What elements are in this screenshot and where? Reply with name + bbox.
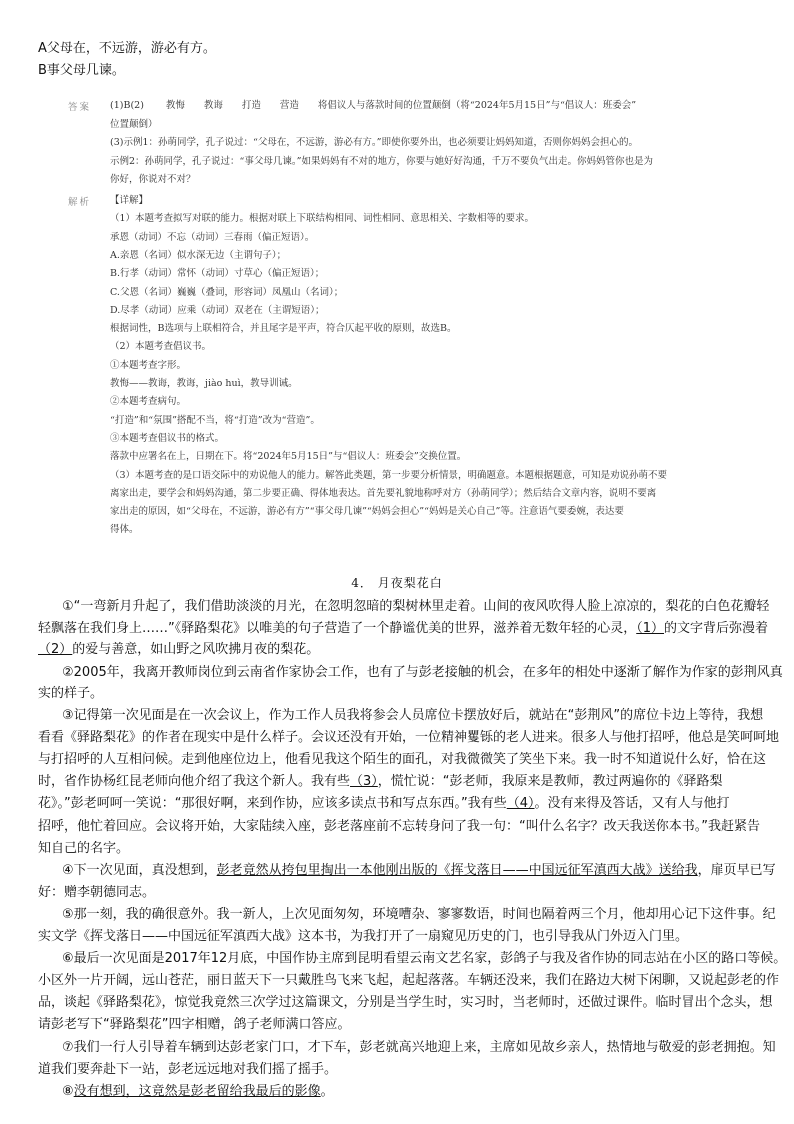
text-segment: 轻飘落在我们身上……”《驿路梨花》以唯美的句子营造了一个静谧优美的世界，滋养着无数年轻的心灵， xyxy=(38,621,637,636)
analysis-line: ③本题考查倡议书的格式。 xyxy=(110,432,225,444)
text-segment: 实文学《挥戈落日——中国远征军滇西大战》这本书，为我打开了一扇窥见历史的门，也引导我从门外迈入门里。 xyxy=(38,929,689,944)
analysis-line: （1）本题考查拟写对联的能力。根据对联上下联结构相同、词性相同、意思相关、字数相等的要求。 xyxy=(110,213,535,225)
article-line xyxy=(38,773,723,791)
underlined-text: （4） xyxy=(506,796,535,811)
text-segment: 花》。”彭老呵呵一笑说：“那很好啊，来到作协，应该多读点书和写点东西。”我有些 xyxy=(38,796,507,811)
article-line xyxy=(62,664,783,682)
analysis-line: B.行孝（动词）常怀（动词）寸草心（偏正短语）； xyxy=(110,268,325,280)
article-line xyxy=(38,685,103,703)
option-a: A父母在，不远游，游必有方。 xyxy=(38,41,216,56)
underlined-text: （1） xyxy=(636,621,665,636)
text-segment: 招呼，他忙着回应。会议将开始，大家陆续入座，彭老落座前不忘转身问了我一句：“叫什么名字？改天我送你本书。”我赶紧告 xyxy=(38,819,760,834)
text-segment: 与打招呼的人互相问候。走到他座位边上，他看见我这个陌生的面孔，对我微微笑了笑坐下来。我一时不知道说什么好，恰在这 xyxy=(38,752,767,767)
text-segment: ①“一弯新月升起了，我们借助淡淡的月光，在忽明忽暗的梨树林里走着。山间的夜风吹得人脸上凉凉的，梨花的白色花瓣轻 xyxy=(62,599,770,614)
analysis-line: 落款中应署名在上，日期在下。将“2024年5月15日”与“倡议人：班委会”交换位置。 xyxy=(110,451,467,463)
article-line xyxy=(38,795,730,813)
page-title: 4． 月夜梨花白 xyxy=(351,576,443,590)
underlined-text: （3） xyxy=(350,774,378,789)
text-segment: ⑥最后一次见面是2017年12月底，中国作协主席到昆明看望云南文艺名家，彭鸽子与我及省作协的同志站在小区的路口等候。 xyxy=(62,951,787,966)
text-segment: 请彭老写下“驿路梨花”四字相赠，鸽子老师满口答应。 xyxy=(38,1017,351,1032)
analysis-line: 得体。 xyxy=(110,524,139,536)
text-segment: 知自己的名字。 xyxy=(38,841,130,856)
article-line xyxy=(62,1083,334,1101)
answer-label: 答案 xyxy=(68,102,92,113)
analysis-line: 根据词性，B选项与上联相符合，并且尾字是平声，符合仄起平收的原则，故选B。 xyxy=(110,323,457,335)
analysis-line: 【详解】 xyxy=(110,195,149,206)
analysis-line: A.亲恩（名词）似水深无边（主谓句子）； xyxy=(110,249,287,261)
analysis-line: （2）本题考查倡议书。 xyxy=(110,341,212,353)
text-segment: 好：赠李朝德同志。 xyxy=(38,885,156,900)
answer-line: 示例2：孙萌同学，孔子说过：“事父母几谏。”如果妈妈有不对的地方，你要与她好好沟通，千万不要负气出走。你妈妈管你也是为 xyxy=(110,155,654,167)
text-segment: ⑧ xyxy=(62,1084,74,1099)
answer-line: (3)示例1：孙萌同学，孔子说过：“父母在，不远游，游必有方。”即使你要外出，也必须要让妈妈知道，否则你妈妈会担心的。 xyxy=(110,137,638,148)
article-line xyxy=(38,620,768,638)
analysis-line: （3）本题考查的是口语交际中的劝说他人的能力。解答此类题，第一步要分析情景，明确题意。本题根据题意，可知是劝说孙萌不要 xyxy=(110,469,668,481)
underlined-text: 没有想到，这竟然是彭老留给我最后的影像 xyxy=(73,1084,321,1099)
text-segment: 。没有来得及答话，又有人与他打 xyxy=(534,796,730,811)
analysis-line: “打造”和“氛围”搭配不当，将“打造”改为“营造”。 xyxy=(110,414,320,426)
text-segment: 的文字背后弥漫着 xyxy=(664,621,769,636)
answer-line: 你好，你说对不对？ xyxy=(110,174,196,185)
article-line xyxy=(38,818,760,836)
text-segment: ⑦我们一行人引导着车辆到达彭老家门口，才下车，彭老就高兴地迎上来，主席如见故乡亲人，热情地与敬爱的彭老拥抱。知 xyxy=(62,1040,776,1055)
text-segment: ②2005年，我离开教师岗位到云南省作家协会工作，也有了与彭老接触的机会，在多年的相处中逐渐了解作为作家的彭荆风真 xyxy=(62,665,783,680)
text-segment: 看看《驿路梨花》的作者在现实中是什么样子。会议还没有开始，一位精神矍铄的老人进来。很多人与他打招呼，他总是笑呵呵地 xyxy=(38,730,780,745)
article-line xyxy=(38,840,129,858)
text-segment: 的爱与善意，如山野之风吹拂月夜的梨花。 xyxy=(72,642,320,657)
answer-line: 位置颠倒） xyxy=(110,118,158,130)
article-line xyxy=(38,751,766,769)
text-segment: ④下一次见面，真没想到， xyxy=(62,863,217,878)
underlined-text: 彭老竟然从挎包里掏出一本他刚出版的《挥戈落日——中国远征军滇西大战》送给我 xyxy=(216,863,698,878)
analysis-line: 离家出走，要学会和妈妈沟通，第二步要正确、得体地表达。首先要礼貌地称呼对方（孙萌同学）；然后结合文章内容，说明不要离 xyxy=(110,487,657,499)
article-line xyxy=(38,994,773,1012)
text-segment: 实的样子。 xyxy=(38,686,104,701)
text-segment: 道我们要奔赴下一站，彭老远远地对我们摇了摇手。 xyxy=(38,1062,338,1077)
analysis-line: 家出走的原因，如“父母在，不远游，游必有方”“事父母几谏”“妈妈会担心”“妈妈是关心自己”等。注意语气要委婉，表达要 xyxy=(110,506,624,518)
answer-line: (1)B(2) 教悔 教诲 打造 营造 将倡议人与落款时间的位置颠倒（将“2024年5月15日”与“倡议人：班委会” xyxy=(110,100,637,111)
text-segment: ，慌忙说：“彭老师，我原来是教师，教过两遍你的《驿路梨 xyxy=(377,774,723,789)
article-line xyxy=(62,862,776,880)
analysis-line: ①本题考查字形。 xyxy=(110,359,187,371)
analysis-label: 解析 xyxy=(68,197,92,208)
article-line xyxy=(62,707,763,725)
article-line xyxy=(38,1061,337,1079)
article-line xyxy=(38,641,319,659)
article-line xyxy=(38,884,155,902)
option-b: B事父母几谏。 xyxy=(38,63,125,78)
text-segment: 时，省作协杨红昆老师向他介绍了我这个新人。我有些 xyxy=(38,774,351,789)
analysis-line: C.父恩（名词）巍巍（叠词，形容词）凤凰山（名词）； xyxy=(110,286,344,298)
article-line xyxy=(62,950,786,968)
analysis-line: ②本题考查病句。 xyxy=(110,396,187,408)
article-line xyxy=(38,972,779,990)
analysis-line: 教悔——教诲，教诲，jiào huì，教导训诫。 xyxy=(110,378,298,389)
text-segment: 。 xyxy=(320,1084,334,1099)
article-line xyxy=(62,906,776,924)
analysis-line: 承恩（动词）不忘（动词）三春雨（偏正短语）。 xyxy=(110,231,315,243)
text-segment: ③记得第一次见面是在一次会议上，作为工作人员我将参会人员席位卡摆放好后，就站在“彭荆风”的席位卡边上等待，我想 xyxy=(62,708,764,723)
article-line xyxy=(62,1039,776,1057)
underlined-text: （2） xyxy=(38,642,73,657)
text-segment: 品，谈起《驿路梨花》，惊觉我竟然三次学过这篇课文，分别是当学生时，实习时，当老师时，还做过课件。临时冒出个念头，想 xyxy=(38,995,773,1010)
analysis-line: D.尽孝（动词）应乘（动词）双老在（主谓短语）； xyxy=(110,304,325,316)
text-segment: ，扉页早已写 xyxy=(697,863,776,878)
article-line xyxy=(38,729,779,747)
article-line xyxy=(38,928,688,946)
text-segment: 小区外一片开阔，远山苍茫，丽日蓝天下一只戴胜鸟飞来飞起，起起落落。车辆还没来，我们在路边大树下闲聊，又说起彭老的作 xyxy=(38,973,780,988)
text-segment: ⑤那一刻，我的确很意外。我一新人，上次见面匆匆，环境嘈杂、寥寥数语，时间也隔着两三个月，他却用心记下这件事。纪 xyxy=(62,907,776,922)
article-line xyxy=(38,1016,350,1034)
article-line xyxy=(62,598,769,616)
